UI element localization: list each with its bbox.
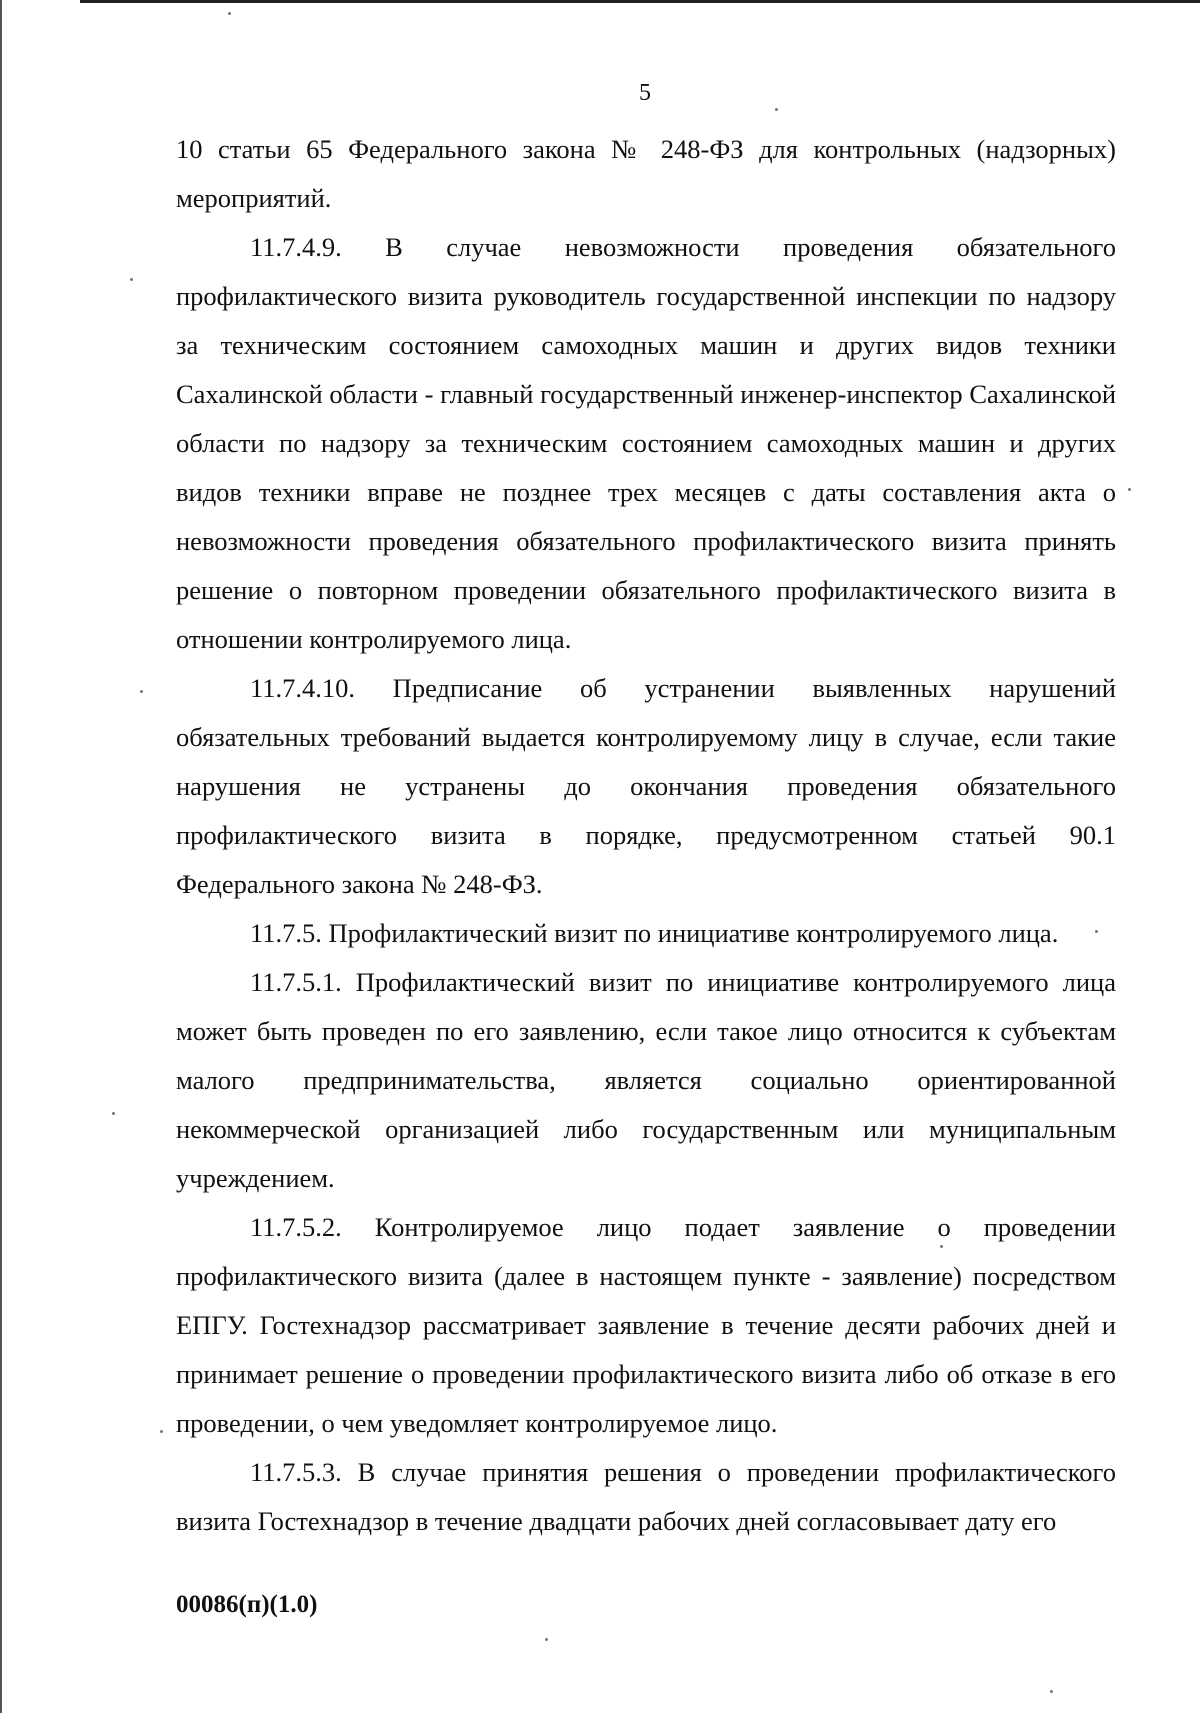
paragraph-11-7-4-9: 11.7.4.9. В случае невозможности проведения обязательного профилактического визита руководитель государственной инспекции по надзору за техническим состоянием самоходных машин и других видов техники Сахалинской области - главный государственный инженер-инспектор Сахалинской области по надзору за техническим состоянием самоходных машин и других видов техники вправе не позднее трех месяцев с даты составления акта о невозможности проведения обязательного профилактического визита принять решение о повторном проведении обязательного профилактического визита в отношении контролируемого лица. xyxy=(176,232,1116,654)
document-code: 00086(п)(1.0) xyxy=(176,1591,318,1618)
scan-speck xyxy=(940,1245,943,1248)
document-body xyxy=(176,125,1116,1546)
scan-speck xyxy=(228,12,231,15)
scan-speck xyxy=(545,1638,548,1641)
scan-speck xyxy=(775,108,778,111)
scan-speck xyxy=(130,278,133,281)
scan-speck xyxy=(140,690,143,693)
page-number: 5 xyxy=(639,80,651,106)
paragraph-11-7-5-1: 11.7.5.1. Профилактический визит по инициативе контролируемого лица может быть проведен по его заявлению, если такое лицо относится к субъектам малого предпринимательства, является социально ориентированной некоммерческой организацией либо государственным или муниципальным учреждением. xyxy=(176,967,1116,1193)
paragraph-11-7-5-2: 11.7.5.2. Контролируемое лицо подает заявление о проведении профилактического визита (далее в настоящем пункте - заявление) посредством ЕПГУ. Гостехнадзор рассматривает заявление в течение десяти рабочих дней и принимает решение о проведении профилактического визита либо об отказе в его проведении, о чем уведомляет контролируемое лицо. xyxy=(176,1212,1116,1438)
paragraph-11-7-5: 11.7.5. Профилактический визит по инициативе контролируемого лица. xyxy=(250,918,1059,948)
scan-top-edge xyxy=(80,0,1200,3)
scan-speck xyxy=(160,1430,163,1433)
scan-speck xyxy=(1050,1690,1053,1693)
scan-speck xyxy=(112,1112,115,1115)
scan-left-edge xyxy=(0,0,2,1713)
paragraph-11-7-4-10: 11.7.4.10. Предписание об устранении выявленных нарушений обязательных требований выдается контролируемому лицу в случае, если такие нарушения не устранены до окончания проведения обязательного профилактического визита в порядке, предусмотренном статьей 90.1 Федерального закона № 248-ФЗ. xyxy=(176,673,1116,899)
scan-speck xyxy=(1095,930,1098,933)
paragraph-11-7-5-3: 11.7.5.3. В случае принятия решения о проведении профилактического визита Гостехнадзор в течение двадцати рабочих дней согласовывает дату его xyxy=(176,1457,1116,1536)
scan-speck xyxy=(1128,488,1131,491)
paragraph-continuation: 10 статьи 65 Федерального закона № 248-ФЗ для контрольных (надзорных) мероприятий. xyxy=(176,134,1116,213)
